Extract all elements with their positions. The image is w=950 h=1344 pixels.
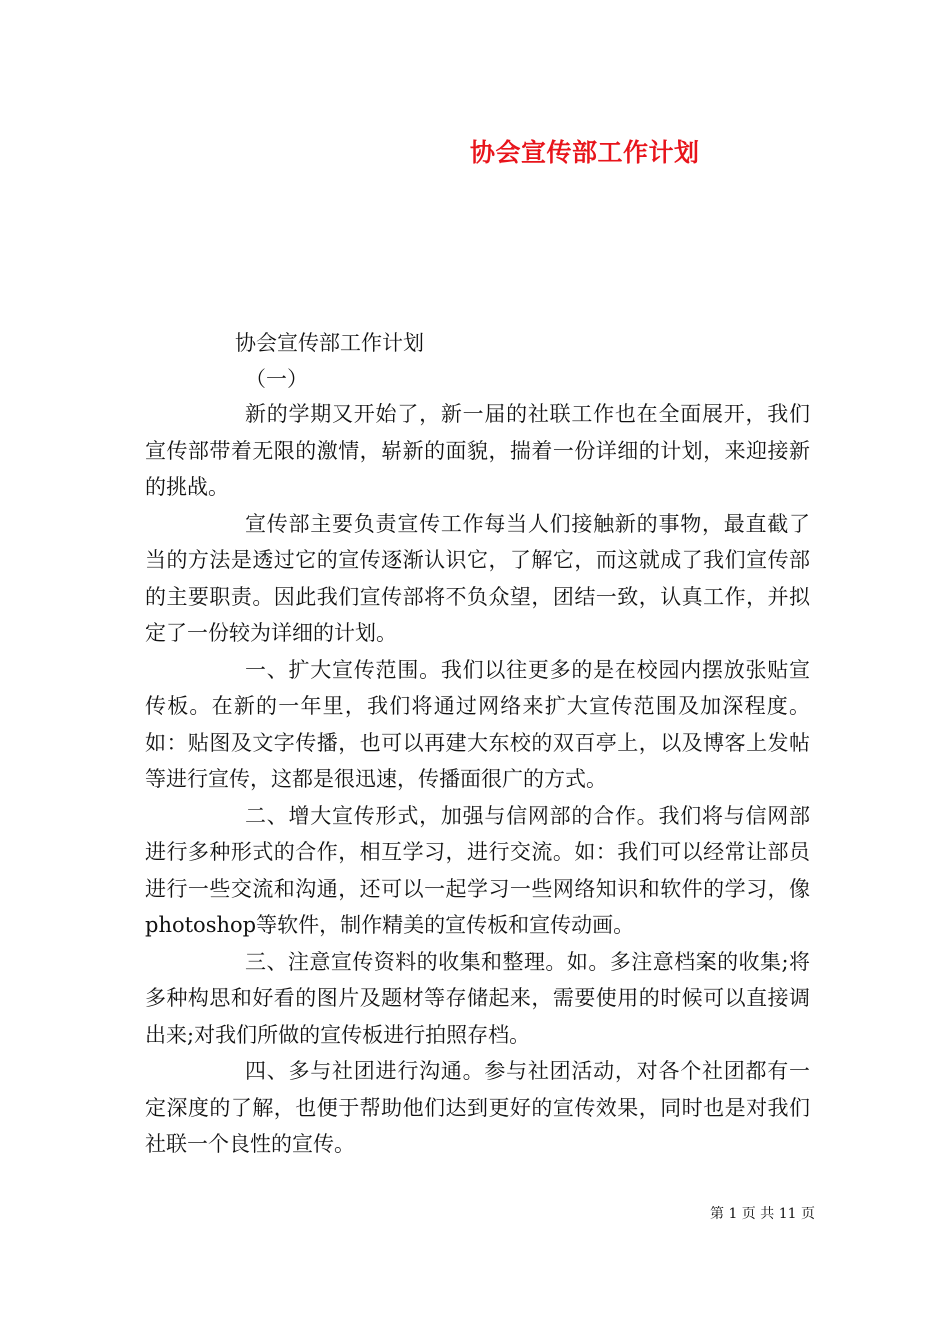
paragraph-intro: 新的学期又开始了，新一届的社联工作也在全面展开，我们宣传部带着无限的激情，崭新的面貌，揣着一份详细的计划，来迎接新的挑战。 bbox=[145, 402, 810, 499]
section-marker: （一） bbox=[245, 367, 308, 391]
paragraph-responsibility: 宣传部主要负责宣传工作每当人们接触新的事物，最直截了当的方法是透过它的宣传逐渐认识它，了解它，而这就成了我们宣传部的主要职责。因此我们宣传部将不负众望，团结一致，认真工作，并拟定了一份较为详细的计划。 bbox=[145, 511, 810, 645]
document-title: 协会宣传部工作计划 bbox=[470, 138, 700, 167]
paragraph-item-3: 三、注意宣传资料的收集和整理。如。多注意档案的收集;将多种构思和好看的图片及题材等存储起来，需要使用的时候可以直接调出来;对我们所做的宣传板进行拍照存档。 bbox=[145, 949, 810, 1047]
paragraph-item-4: 四、多与社团进行沟通。参与社团活动，对各个社团都有一定深度的了解，也便于帮助他们达到更好的宣传效果，同时也是对我们社联一个良性的宣传。 bbox=[145, 1059, 810, 1156]
page-footer: 第 1 页 共 11 页 bbox=[710, 1206, 815, 1222]
paragraph-item-2: 二、增大宣传形式，加强与信网部的合作。我们将与信网部进行多种形式的合作，相互学习，进行交流。如：我们可以经常让部员进行一些交流和沟通，还可以一起学习一些网络知识和软件的学习，像photoshop等软件，制作精美的宣传板和宣传动画。 bbox=[145, 803, 810, 937]
paragraph-item-1: 一、扩大宣传范围。我们以往更多的是在校园内摆放张贴宣传板。在新的一年里，我们将通过网络来扩大宣传范围及加深程度。如：贴图及文字传播，也可以再建大东校的双百亭上，以及博客上发帖等进行宣传，这都是很迅速，传播面很广的方式。 bbox=[145, 657, 810, 791]
document-subtitle: 协会宣传部工作计划 bbox=[235, 331, 424, 355]
document-body bbox=[145, 396, 810, 1163]
